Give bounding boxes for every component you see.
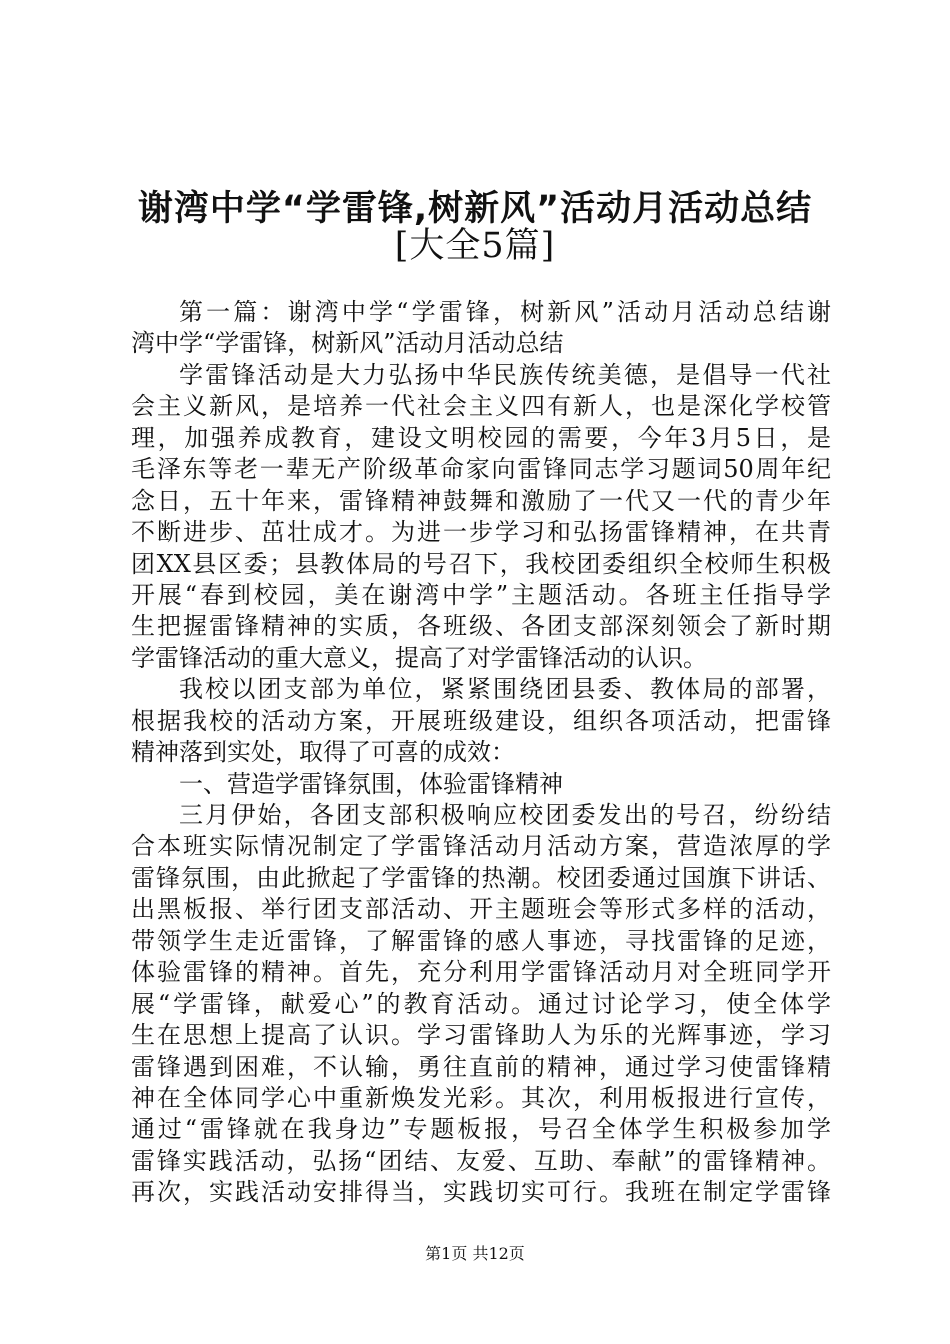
body-line: 雷锋实践活动，弘扬“团结、友爱、互助、奉献”的雷锋精神。 [131, 1146, 831, 1175]
body-line: 神在全体同学心中重新焕发光彩。其次，利用板报进行宣传， [131, 1083, 831, 1112]
body-line: 开展“春到校园，美在谢湾中学”主题活动。各班主任指导学 [131, 580, 831, 609]
body-line: 三月伊始，各团支部积极响应校团委发出的号召，纷纷结 [179, 801, 831, 829]
body-line: 雷锋氛围，由此掀起了学雷锋的热潮。校团委通过国旗下讲话、 [131, 863, 831, 892]
body-line: 出黑板报、举行团支部活动、开主题班会等形式多样的活动， [131, 895, 831, 924]
body-line: 根据我校的活动方案，开展班级建设，组织各项活动，把雷锋 [131, 706, 831, 735]
body-line: 第一篇：谢湾中学“学雷锋，树新风”活动月活动总结谢 [179, 298, 831, 326]
body-line: 展“学雷锋，献爱心”的教育活动。通过讨论学习，使全体学 [131, 989, 831, 1018]
body-line: 精神落到实处，取得了可喜的成效： [131, 738, 515, 767]
body-line: 雷锋遇到困难，不认输，勇往直前的精神，通过学习使雷锋精 [131, 1052, 831, 1081]
body-line: 合本班实际情况制定了学雷锋活动月活动方案，营造浓厚的学 [131, 832, 831, 861]
body-line: 生在思想上提高了认识。学习雷锋助人为乐的光辉事迹，学习 [131, 1021, 831, 1050]
section-heading: 一、营造学雷锋氛围，体验雷锋精神 [179, 769, 563, 798]
body-line: 毛泽东等老一辈无产阶级革命家向雷锋同志学习题词50周年纪 [131, 455, 831, 484]
page-footer: 第1页 共12页 [425, 1244, 525, 1263]
document-body [131, 297, 831, 1209]
body-line: 团XX县区委；县教体局的号召下，我校团委组织全校师生积极 [131, 549, 831, 578]
body-line: 学雷锋活动的重大意义，提高了对学雷锋活动的认识。 [131, 643, 707, 672]
body-line: 带领学生走近雷锋，了解雷锋的感人事迹，寻找雷锋的足迹， [131, 926, 831, 955]
body-line: 湾中学“学雷锋，树新风”活动月活动总结 [131, 329, 564, 358]
body-line: 通过“雷锋就在我身边”专题板报，号召全体学生积极参加学 [131, 1115, 831, 1144]
body-line: 理，加强养成教育，建设文明校园的需要，今年3月5日，是 [131, 423, 831, 452]
document-title-subtitle: [大全5篇] [394, 226, 556, 266]
body-line: 念日，五十年来，雷锋精神鼓舞和激励了一代又一代的青少年 [131, 486, 831, 515]
body-line: 不断进步、茁壮成才。为进一步学习和弘扬雷锋精神，在共青 [131, 518, 831, 547]
body-line: 再次，实践活动安排得当，实践切实可行。我班在制定学雷锋 [131, 1178, 831, 1207]
body-line: 会主义新风，是培养一代社会主义四有新人，也是深化学校管 [131, 392, 831, 421]
body-line: 我校以团支部为单位，紧紧围绕团县委、教体局的部署， [179, 675, 831, 704]
document-title: 谢湾中学“学雷锋,树新风”活动月活动总结 [137, 189, 813, 229]
body-line: 学雷锋活动是大力弘扬中华民族传统美德，是倡导一代社 [179, 360, 831, 389]
body-line: 体验雷锋的精神。首先，充分利用学雷锋活动月对全班同学开 [131, 958, 831, 987]
body-line: 生把握雷锋精神的实质，各班级、各团支部深刻领会了新时期 [131, 612, 831, 641]
